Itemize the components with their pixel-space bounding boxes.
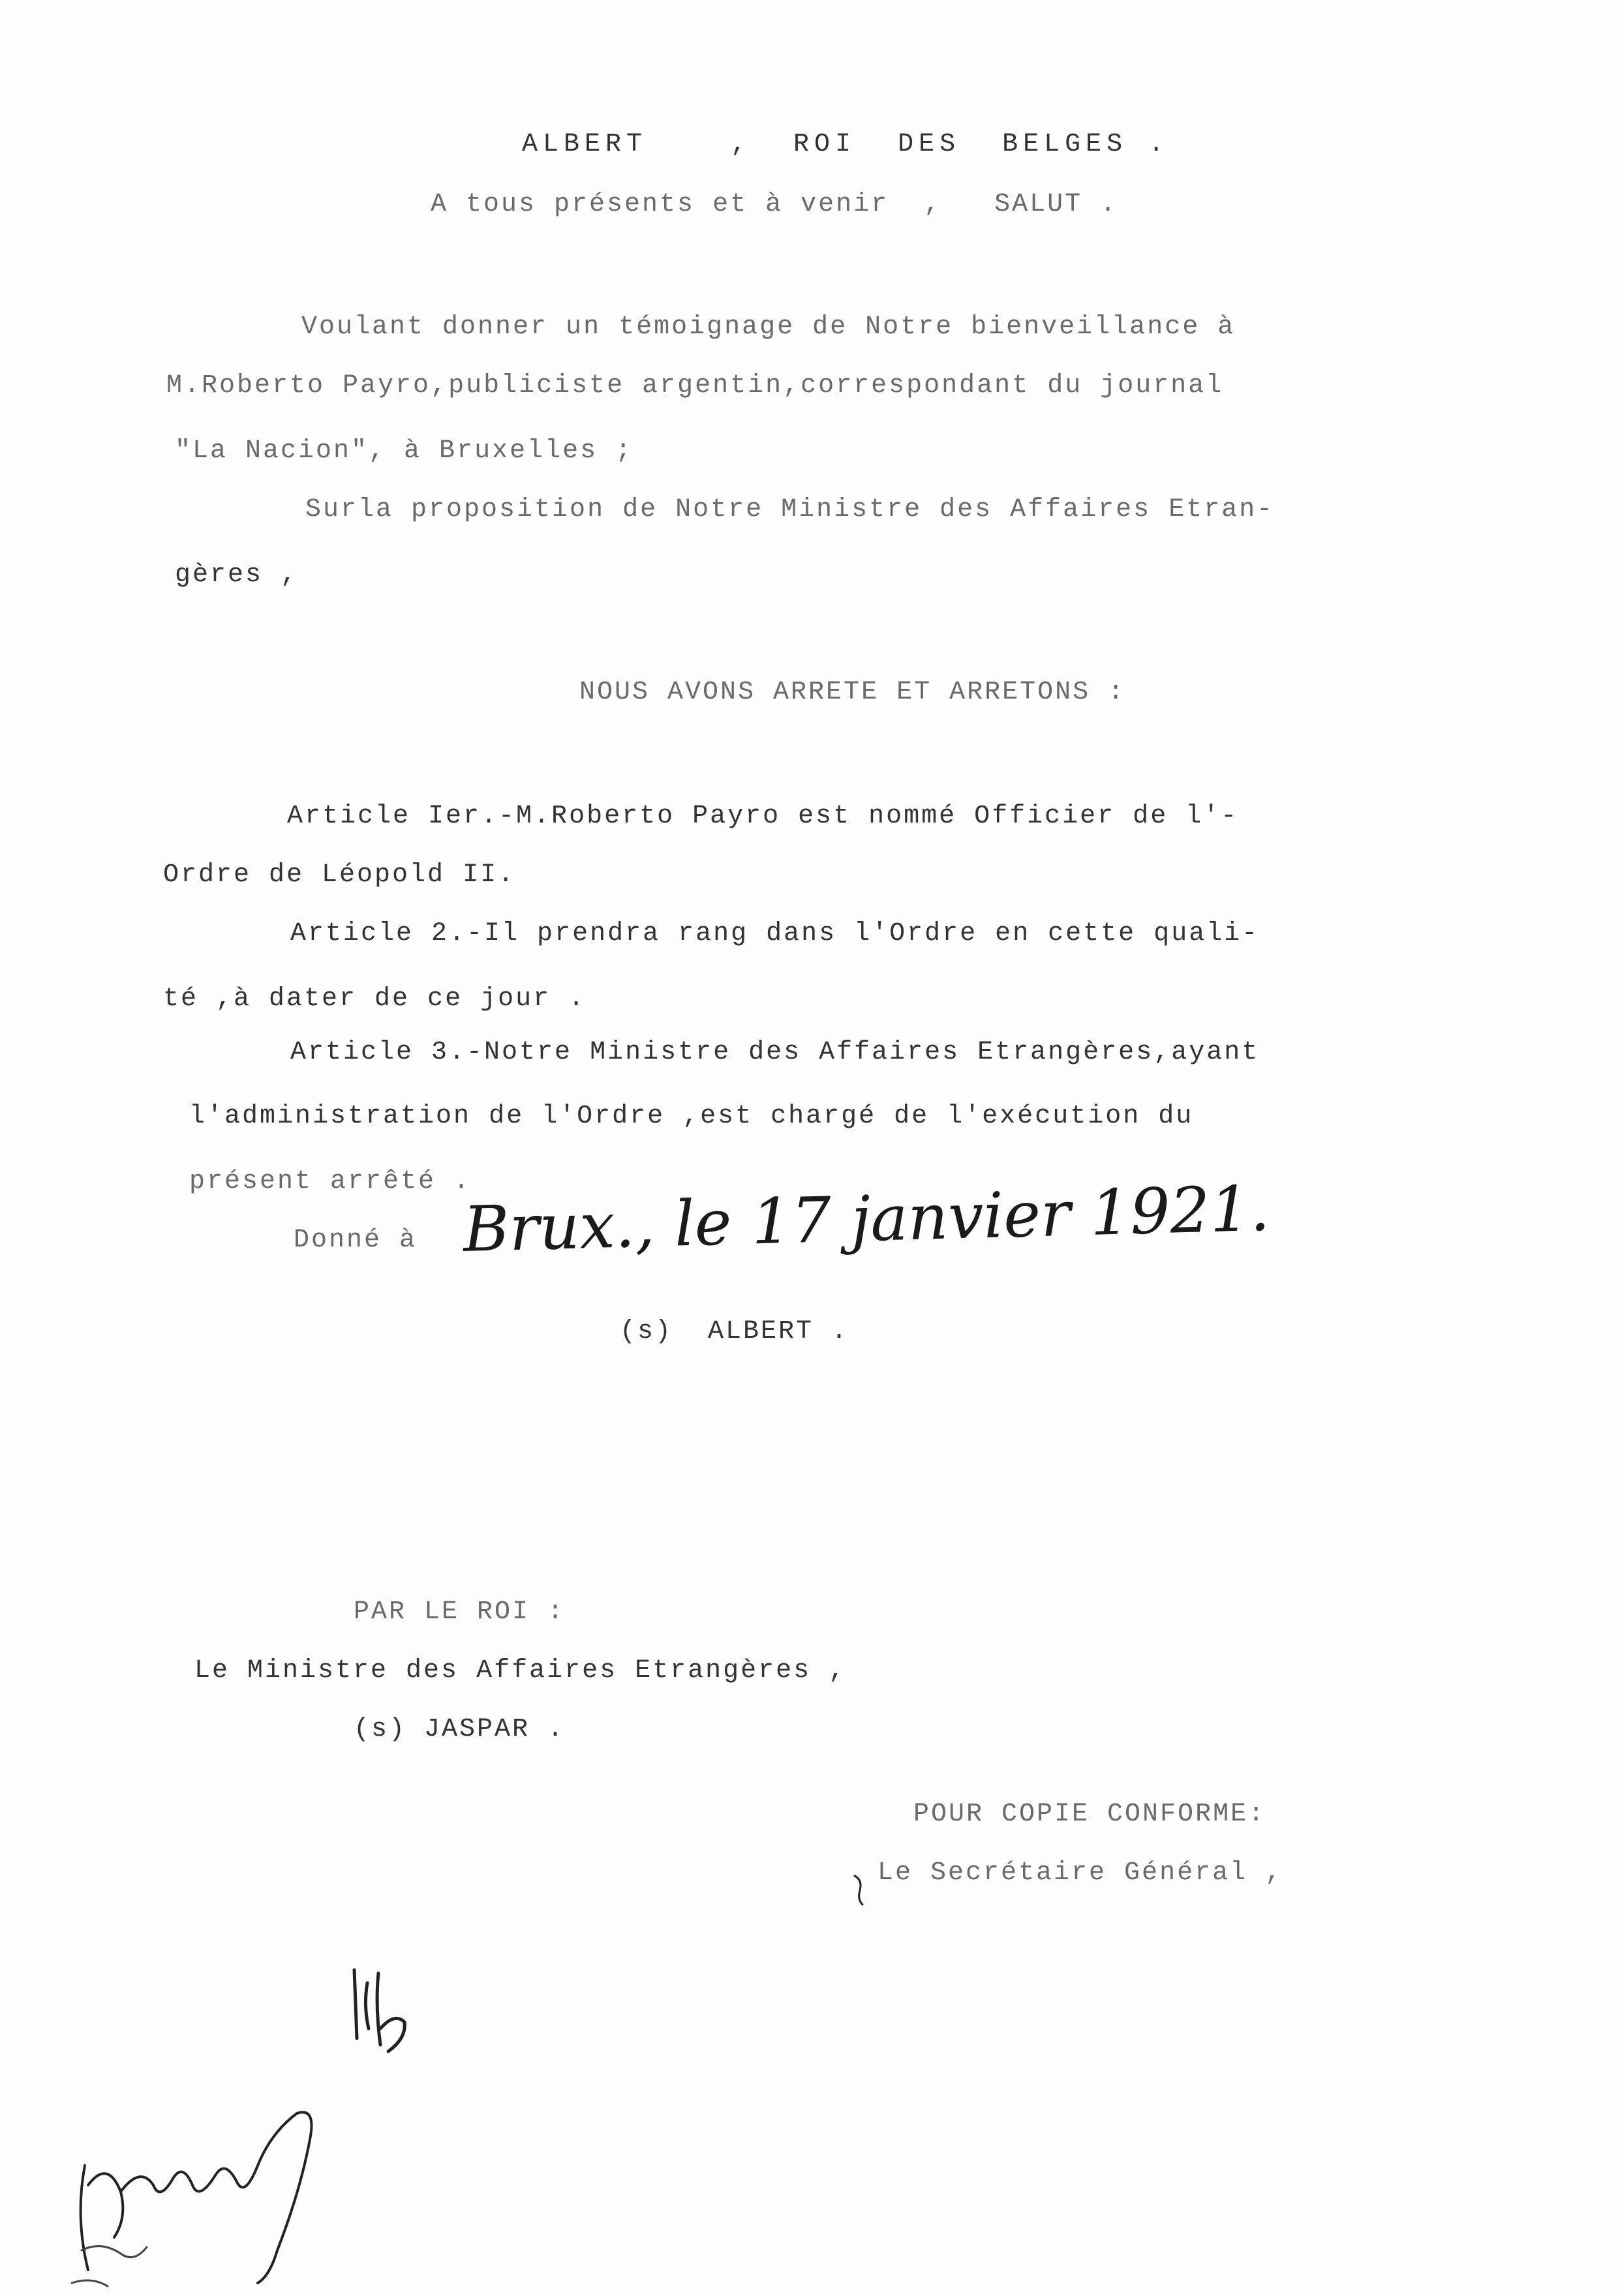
- certification-line-2: Le Secrétaire Général ,: [878, 1858, 1283, 1888]
- royal-signature: (s) ALBERT .: [620, 1317, 849, 1346]
- article-3-line-1: Article 3.-Notre Ministre des Affaires Etrangères,ayant: [290, 1038, 1260, 1067]
- article-1-line-2: Ordre de Léopold II.: [163, 860, 516, 890]
- decree-heading: NOUS AVONS ARRETE ET ARRETONS :: [579, 678, 1126, 707]
- article-1-line-1: Article Ier.-M.Roberto Payro est nommé Officier de l'-: [287, 802, 1239, 831]
- handwritten-initials: [343, 1967, 421, 2064]
- handwritten-tick-mark: [848, 1871, 874, 1910]
- article-3-line-2: l'administration de l'Ordre ,est chargé de l'exécution du: [189, 1102, 1194, 1131]
- header-salutation: A tous présents et à venir , SALUT .: [431, 190, 1118, 219]
- handwritten-signature: [62, 2087, 356, 2296]
- preamble-line-3: "La Nacion", à Bruxelles ;: [175, 436, 633, 466]
- countersign-line-1: PAR LE ROI :: [354, 1597, 566, 1627]
- article-3-line-3: présent arrêté .: [189, 1167, 472, 1196]
- article-2-line-1: Article 2.-Il prendra rang dans l'Ordre en cette quali-: [290, 919, 1260, 948]
- preamble-line-5: gères ,: [175, 560, 299, 590]
- handwritten-place-date: Brux., le 17 janvier 1921.: [462, 1171, 1271, 1266]
- header-title: ALBERT , ROI DES BELGES .: [522, 130, 1170, 159]
- preamble-line-1: Voulant donner un témoignage de Notre bienveillance à: [301, 312, 1236, 342]
- preamble-line-4: Surla proposition de Notre Ministre des Affaires Etran-: [305, 495, 1275, 524]
- certification-line-1: POUR COPIE CONFORME:: [913, 1800, 1266, 1829]
- article-2-line-2: té ,à dater de ce jour .: [163, 984, 587, 1014]
- preamble-line-2: M.Roberto Payro,publiciste argentin,correspondant du journal: [166, 371, 1224, 400]
- countersign-line-3: (s) JASPAR .: [354, 1715, 566, 1744]
- countersign-line-2: Le Ministre des Affaires Etrangères ,: [194, 1656, 847, 1685]
- given-label: Donné à: [294, 1226, 418, 1255]
